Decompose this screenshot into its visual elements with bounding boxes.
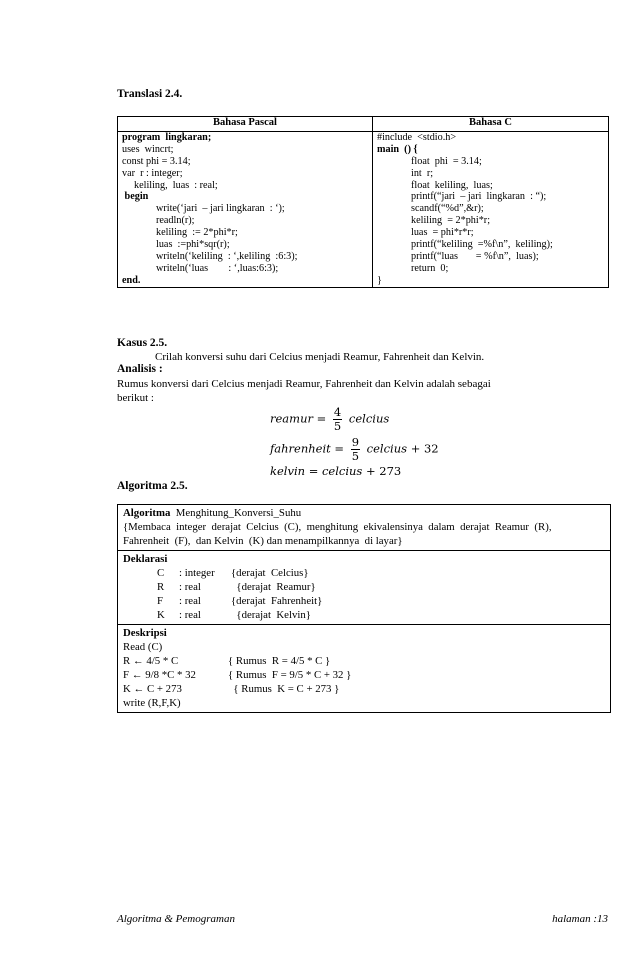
reamur-lhs: reamur = (270, 411, 327, 426)
fahrenheit-den: 5 (351, 449, 360, 463)
c-line: } (377, 274, 382, 286)
c-line: printf(“keliling =%f\n”, keliling); (411, 239, 553, 251)
algorithm-step (123, 696, 605, 710)
formula-fahrenheit (270, 436, 439, 463)
c-line: printf(“luas = %f\n”, luas); (411, 250, 539, 262)
c-code (377, 132, 604, 287)
deskripsi-section (118, 624, 610, 712)
pascal-line: writeln(‘luas : ‘,luas:6:3); (156, 262, 279, 274)
declaration-name: C (157, 567, 165, 579)
algorithm-step (123, 654, 605, 668)
deskripsi-title: Deskripsi (123, 627, 167, 639)
deklarasi-title: Deklarasi (123, 553, 168, 565)
c-line: int r; (411, 167, 434, 179)
algo-header-section (118, 505, 610, 550)
step-statement: K ← C + 273 (123, 683, 182, 695)
c-line: scandf(“%d”,&r); (411, 203, 484, 215)
step-comment: { Rumus F = 9/5 * C + 32 } (228, 669, 352, 681)
pascal-line: uses wincrt; (122, 143, 174, 155)
formula-kelvin (270, 464, 401, 478)
c-line: #include <stdio.h> (377, 132, 457, 143)
pascal-line: writeln(‘keliling : ‘,keliling :6:3); (156, 250, 298, 262)
declaration-comment: {derajat Kelvin} (231, 609, 311, 621)
declaration-type: : real (179, 581, 201, 593)
algorithm-box (117, 504, 611, 713)
footer-right: halaman :13 (552, 913, 608, 925)
kelvin-add: + 273 (366, 464, 402, 478)
header-pascal: Bahasa Pascal (118, 117, 373, 132)
algorithm-step (123, 668, 605, 682)
fahrenheit-fraction (351, 436, 360, 463)
c-line: printf(“jari – jari lingkaran : “); (411, 191, 547, 203)
pascal-code (122, 132, 368, 287)
declaration-comment: {derajat Reamur} (231, 581, 316, 593)
translation-table (117, 116, 609, 288)
reamur-den: 5 (333, 419, 342, 433)
pascal-line: write(‘jari – jari lingkaran : ‘); (156, 203, 285, 215)
declaration-comment: {derajat Celcius} (231, 567, 309, 579)
algo-keyword: Algoritma (123, 507, 171, 519)
declaration-row (123, 594, 605, 608)
kasus-title: Kasus 2.5. (117, 337, 168, 349)
pascal-line: keliling, luas : real; (134, 179, 218, 191)
c-line: keliling = 2*phi*r; (411, 215, 491, 227)
algoritma-title: Algoritma 2.5. (117, 480, 188, 492)
translasi-title: Translasi 2.4. (117, 88, 183, 100)
declaration-comment: {derajat Fahrenheit} (231, 595, 323, 607)
fahrenheit-num: 9 (351, 435, 360, 449)
kelvin-rhs: celcius (321, 464, 363, 478)
algo-desc1: {Membaca integer derajat Celcius (C), menghitung ekivalensinya dalam derajat Reamur (R), (123, 521, 552, 533)
pascal-code-cell (118, 132, 373, 288)
c-line: float phi = 3.14; (411, 155, 482, 167)
declaration-type: : real (179, 595, 201, 607)
c-code-cell (373, 132, 609, 288)
pascal-line: luas :=phi*sqr(r); (156, 239, 230, 251)
declaration-name: K (157, 609, 165, 621)
header-c: Bahasa C (373, 117, 609, 132)
declaration-row (123, 566, 605, 580)
step-list (123, 640, 605, 710)
footer-left: Algoritma & Pemograman (117, 913, 235, 925)
analisis-line1: Rumus konversi dari Celcius menjadi Reamur, Fahrenheit dan Kelvin adalah sebagai (117, 378, 491, 390)
analisis-line2: berikut : (117, 392, 154, 404)
fahrenheit-lhs: fahrenheit = (270, 441, 345, 456)
declaration-name: R (157, 581, 165, 593)
step-statement: F ← 9/8 *C * 32 (123, 669, 196, 681)
algo-name: Menghitung_Konversi_Suhu (170, 507, 302, 519)
algo-desc2: Fahrenheit (F), dan Kelvin (K) dan menampilkannya di layar} (123, 535, 403, 547)
pascal-line: end. (122, 274, 141, 286)
fahrenheit-add: + 32 (410, 441, 439, 456)
step-comment: { Rumus K = C + 273 } (228, 683, 340, 695)
pascal-line: keliling := 2*phi*r; (156, 227, 238, 239)
pascal-line: begin (122, 191, 149, 203)
reamur-num: 4 (333, 405, 342, 419)
declaration-name: F (157, 595, 164, 607)
step-comment: { Rumus R = 4/5 * C } (228, 655, 331, 667)
declaration-row (123, 608, 605, 622)
step-statement: R ← 4/5 * C (123, 655, 179, 667)
analisis-title: Analisis : (117, 363, 163, 375)
declaration-row (123, 580, 605, 594)
pascal-line: var r : integer; (122, 167, 183, 179)
pascal-line: const phi = 3.14; (122, 155, 191, 167)
reamur-fraction (333, 406, 342, 433)
declaration-type: : integer (179, 567, 215, 579)
c-line: luas = phi*r*r; (411, 227, 474, 239)
algo-header (123, 506, 605, 520)
kelvin-lhs: kelvin = (270, 464, 319, 478)
declaration-type: : real (179, 609, 201, 621)
pascal-line: program lingkaran; (122, 132, 212, 143)
fahrenheit-rhs: celcius (366, 441, 408, 456)
algorithm-step (123, 640, 605, 654)
c-line: return 0; (411, 262, 449, 274)
declaration-list (123, 566, 605, 622)
pascal-line: readln(r); (156, 215, 195, 227)
c-line: main () { (377, 143, 418, 155)
algorithm-step (123, 682, 605, 696)
kasus-text: Crilah konversi suhu dari Celcius menjadi Reamur, Fahrenheit dan Kelvin. (155, 351, 485, 363)
deklarasi-section (118, 550, 610, 624)
step-statement: write (R,F,K) (123, 697, 181, 709)
formula-reamur (270, 406, 389, 433)
c-line: float keliling, luas; (411, 179, 493, 191)
step-statement: Read (C) (123, 641, 163, 653)
reamur-rhs: celcius (348, 411, 390, 426)
